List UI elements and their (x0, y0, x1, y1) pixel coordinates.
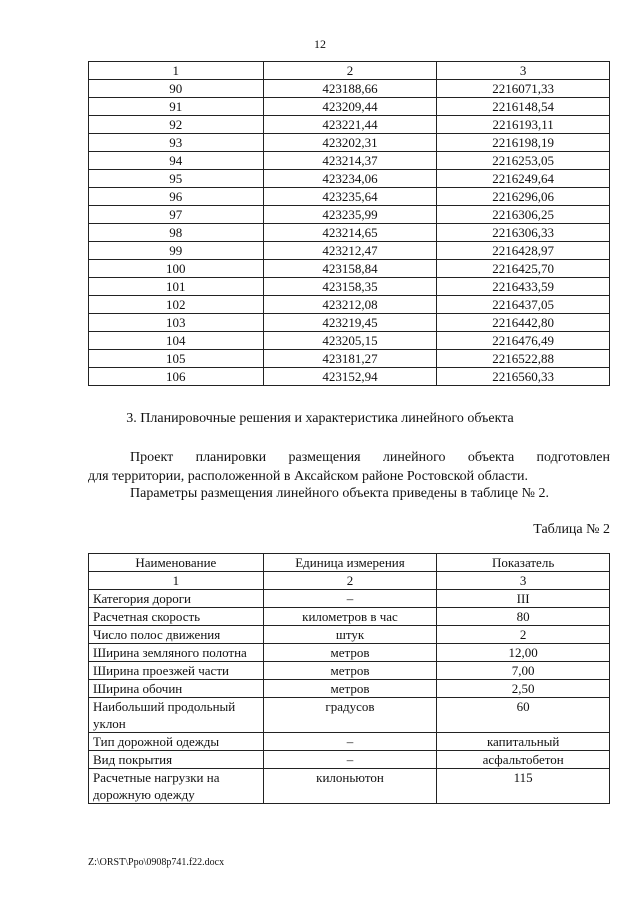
point-number-cell: 106 (89, 368, 264, 386)
paragraph-line: для территории, расположенной в Аксайском районе Ростовской области. (88, 469, 528, 484)
parameters-row (89, 698, 610, 733)
parameter-value-cell: 60 (437, 698, 610, 733)
y-coordinate-cell: 2216442,80 (437, 314, 610, 332)
point-number-cell: 92 (89, 116, 264, 134)
y-coordinate-cell: 2216253,05 (437, 152, 610, 170)
parameter-unit-cell: – (263, 751, 437, 769)
x-coordinate-cell: 423181,27 (263, 350, 437, 368)
x-coordinate-cell: 423212,47 (263, 242, 437, 260)
point-number-cell: 91 (89, 98, 264, 116)
y-coordinate-cell: 2216306,33 (437, 224, 610, 242)
point-number-cell: 93 (89, 134, 264, 152)
coordinates-row (89, 242, 610, 260)
parameter-unit-cell: метров (263, 644, 437, 662)
parameter-name-cell: Вид покрытия (89, 751, 264, 769)
coordinates-row (89, 152, 610, 170)
parameter-value-cell: 2 (437, 626, 610, 644)
y-coordinate-cell: 2216198,19 (437, 134, 610, 152)
x-coordinate-cell: 423212,08 (263, 296, 437, 314)
coordinates-header-cell: 2 (263, 62, 437, 80)
y-coordinate-cell: 2216425,70 (437, 260, 610, 278)
paragraph-project-description (88, 448, 610, 486)
point-number-cell: 96 (89, 188, 264, 206)
parameter-name-cell: Расчетная скорость (89, 608, 264, 626)
coordinates-row (89, 206, 610, 224)
x-coordinate-cell: 423221,44 (263, 116, 437, 134)
parameter-unit-cell: штук (263, 626, 437, 644)
y-coordinate-cell: 2216193,11 (437, 116, 610, 134)
parameter-value-cell: капитальный (437, 733, 610, 751)
parameters-number-row (89, 572, 610, 590)
parameters-table (88, 553, 610, 804)
parameters-row (89, 608, 610, 626)
coordinates-row (89, 314, 610, 332)
page-number: 12 (314, 37, 326, 51)
parameters-header-cell: Единица измерения (263, 554, 437, 572)
x-coordinate-cell: 423214,37 (263, 152, 437, 170)
coordinates-row (89, 80, 610, 98)
x-coordinate-cell: 423188,66 (263, 80, 437, 98)
y-coordinate-cell: 2216428,97 (437, 242, 610, 260)
parameter-name-cell: Категория дороги (89, 590, 264, 608)
point-number-cell: 98 (89, 224, 264, 242)
parameter-name-cell: Ширина обочин (89, 680, 264, 698)
coordinates-row (89, 170, 610, 188)
coordinates-row (89, 260, 610, 278)
coordinates-row (89, 350, 610, 368)
x-coordinate-cell: 423235,64 (263, 188, 437, 206)
section-heading: 3. Планировочные решения и характеристика линейного объекта (126, 411, 514, 426)
coordinates-row (89, 368, 610, 386)
parameter-unit-cell: километров в час (263, 608, 437, 626)
y-coordinate-cell: 2216560,33 (437, 368, 610, 386)
paragraph-line: Проект планировки размещения линейного объекта подготовлен (130, 450, 610, 465)
parameter-unit-cell: градусов (263, 698, 437, 733)
parameter-name-cell: Число полос движения (89, 626, 264, 644)
parameter-value-cell: асфальтобетон (437, 751, 610, 769)
x-coordinate-cell: 423158,84 (263, 260, 437, 278)
parameters-row (89, 626, 610, 644)
point-number-cell: 101 (89, 278, 264, 296)
parameter-value-cell: III (437, 590, 610, 608)
parameter-unit-cell: – (263, 733, 437, 751)
parameter-unit-cell: метров (263, 662, 437, 680)
y-coordinate-cell: 2216476,49 (437, 332, 610, 350)
y-coordinate-cell: 2216306,25 (437, 206, 610, 224)
point-number-cell: 95 (89, 170, 264, 188)
point-number-cell: 99 (89, 242, 264, 260)
coordinates-header-row (89, 62, 610, 80)
x-coordinate-cell: 423214,65 (263, 224, 437, 242)
y-coordinate-cell: 2216249,64 (437, 170, 610, 188)
parameters-row (89, 751, 610, 769)
x-coordinate-cell: 423205,15 (263, 332, 437, 350)
x-coordinate-cell: 423219,45 (263, 314, 437, 332)
point-number-cell: 100 (89, 260, 264, 278)
y-coordinate-cell: 2216522,88 (437, 350, 610, 368)
x-coordinate-cell: 423202,31 (263, 134, 437, 152)
coordinates-row (89, 332, 610, 350)
parameter-value-cell: 7,00 (437, 662, 610, 680)
parameter-unit-cell: килоньютон (263, 769, 437, 804)
table-caption: Таблица № 2 (533, 522, 610, 537)
paragraph-parameters-reference: Параметры размещения линейного объекта приведены в таблице № 2. (130, 486, 549, 501)
coordinates-row (89, 134, 610, 152)
parameter-value-cell: 2,50 (437, 680, 610, 698)
point-number-cell: 90 (89, 80, 264, 98)
parameters-number-cell: 3 (437, 572, 610, 590)
parameters-header-cell: Показатель (437, 554, 610, 572)
point-number-cell: 105 (89, 350, 264, 368)
parameters-row (89, 733, 610, 751)
coordinates-table (88, 61, 610, 386)
coordinates-row (89, 296, 610, 314)
x-coordinate-cell: 423234,06 (263, 170, 437, 188)
parameter-unit-cell: метров (263, 680, 437, 698)
y-coordinate-cell: 2216071,33 (437, 80, 610, 98)
point-number-cell: 104 (89, 332, 264, 350)
point-number-cell: 102 (89, 296, 264, 314)
parameter-name-cell: Тип дорожной одежды (89, 733, 264, 751)
coordinates-row (89, 98, 610, 116)
parameter-value-cell: 12,00 (437, 644, 610, 662)
coordinates-row (89, 278, 610, 296)
y-coordinate-cell: 2216148,54 (437, 98, 610, 116)
parameter-name-cell: Ширина земляного полотна (89, 644, 264, 662)
y-coordinate-cell: 2216433,59 (437, 278, 610, 296)
x-coordinate-cell: 423158,35 (263, 278, 437, 296)
x-coordinate-cell: 423235,99 (263, 206, 437, 224)
parameters-row (89, 662, 610, 680)
point-number-cell: 94 (89, 152, 264, 170)
parameters-number-cell: 1 (89, 572, 264, 590)
parameter-value-cell: 115 (437, 769, 610, 804)
coordinates-header-cell: 3 (437, 62, 610, 80)
parameters-header-cell: Наименование (89, 554, 264, 572)
parameters-row (89, 644, 610, 662)
parameter-value-cell: 80 (437, 608, 610, 626)
coordinates-header-cell: 1 (89, 62, 264, 80)
parameter-name-cell: Ширина проезжей части (89, 662, 264, 680)
parameter-unit-cell: – (263, 590, 437, 608)
y-coordinate-cell: 2216437,05 (437, 296, 610, 314)
x-coordinate-cell: 423209,44 (263, 98, 437, 116)
parameters-number-cell: 2 (263, 572, 437, 590)
point-number-cell: 97 (89, 206, 264, 224)
parameters-header-row (89, 554, 610, 572)
coordinates-row (89, 224, 610, 242)
parameter-name-cell: Расчетные нагрузки на дорожную одежду (89, 769, 264, 804)
point-number-cell: 103 (89, 314, 264, 332)
x-coordinate-cell: 423152,94 (263, 368, 437, 386)
parameters-row (89, 590, 610, 608)
parameters-row (89, 680, 610, 698)
parameter-name-cell: Наибольший продольный уклон (89, 698, 264, 733)
y-coordinate-cell: 2216296,06 (437, 188, 610, 206)
parameters-row (89, 769, 610, 804)
coordinates-row (89, 116, 610, 134)
coordinates-row (89, 188, 610, 206)
file-path-footer: Z:\ORST\Ppo\0908p741.f22.docx (88, 857, 225, 868)
